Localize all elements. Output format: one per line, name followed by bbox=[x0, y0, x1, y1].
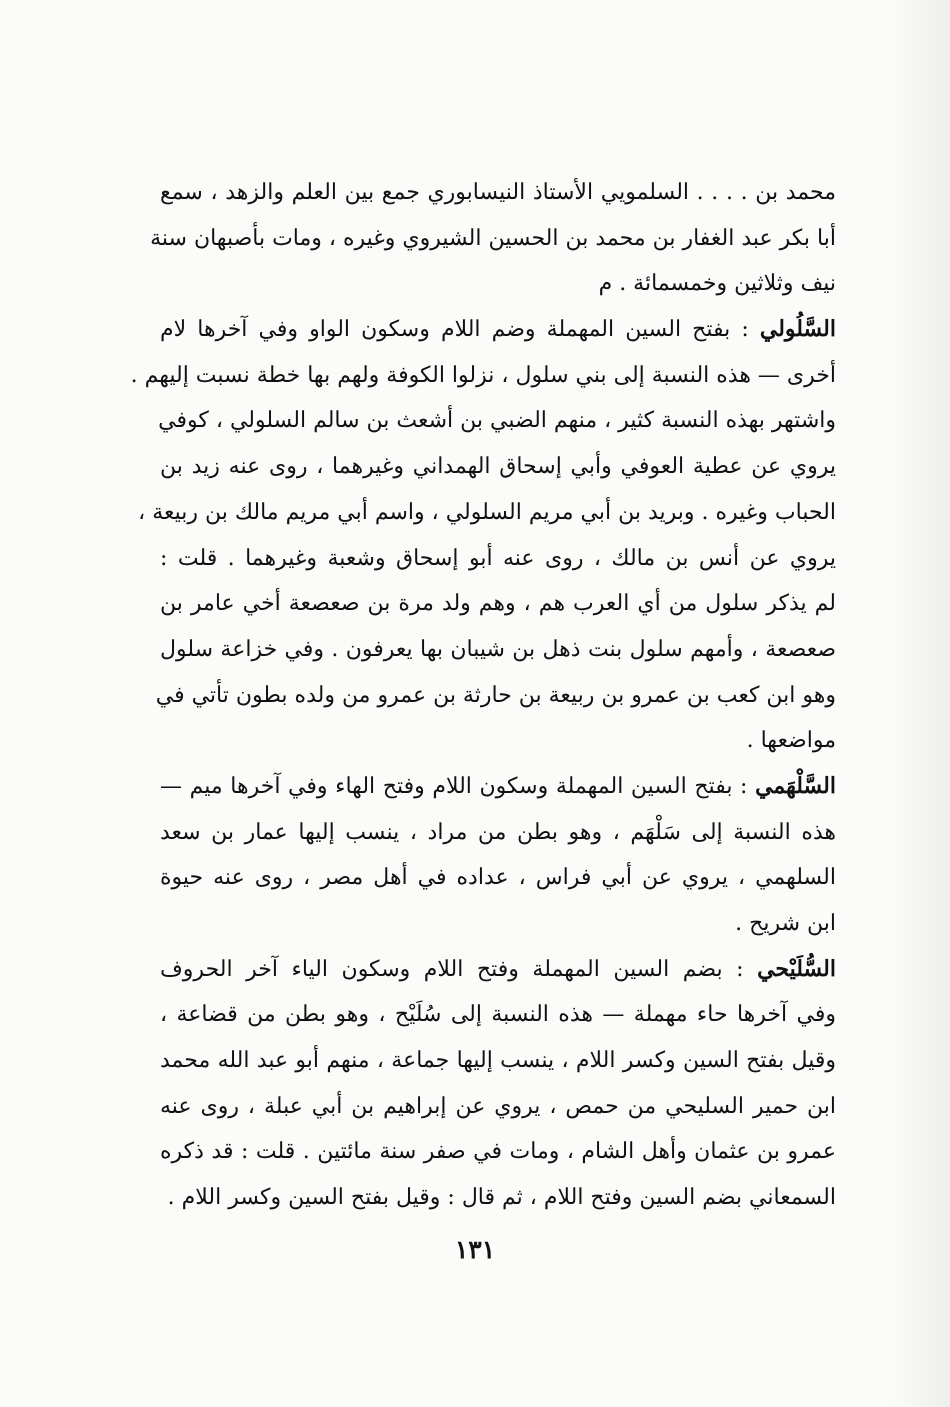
text-line bbox=[138, 490, 836, 536]
text-line bbox=[160, 992, 836, 1038]
text-line bbox=[160, 1175, 836, 1221]
line-text: : بفتح السين المهملة وضم اللام وسكون الواو وفي آخرها لام bbox=[160, 317, 760, 343]
line-text: وفي آخرها حاء مهملة — هذه النسبة إلى سُلَيْح ، وهو بطن من قضاعة ، bbox=[160, 1002, 836, 1028]
line-text: أخرى — هذه النسبة إلى بني سلول ، نزلوا الكوفة ولهم بها خطة نسبت إليهم . bbox=[130, 362, 836, 388]
line-text: : بضم السين المهملة وفتح اللام وسكون الياء آخر الحروف bbox=[160, 956, 758, 982]
text-line bbox=[160, 261, 836, 307]
text-line bbox=[160, 901, 836, 947]
text-line bbox=[160, 1084, 836, 1130]
entry-headword: السَّلْهَمي bbox=[755, 772, 836, 799]
line-text: لم يذكر سلول من أي العرب هم ، وهم ولد مرة بن صعصعة أخي عامر بن bbox=[160, 591, 836, 617]
line-text: السمعاني بضم السين وفتح اللام ، ثم قال : وقيل بفتح السين وكسر اللام . bbox=[167, 1185, 836, 1211]
text-line bbox=[160, 536, 836, 582]
text-line bbox=[160, 398, 836, 444]
page-number: ١٣١ bbox=[454, 1235, 496, 1264]
text-line bbox=[160, 718, 836, 764]
line-text: محمد بن . . . . السلمويي الأستاذ النيسابوري جمع بين العلم والزهد ، سمع bbox=[160, 180, 836, 205]
line-text: يروي عن أنس بن مالك ، روى عنه أبو إسحاق وشعبة وغيرهما . قلت : bbox=[160, 545, 836, 571]
text-line bbox=[160, 810, 836, 856]
text-line bbox=[160, 170, 836, 216]
line-text: نيف وثلاثين وخمسمائة . م bbox=[598, 271, 836, 297]
text-line bbox=[130, 353, 836, 399]
text-line bbox=[160, 307, 836, 353]
page-fold-shadow bbox=[890, 0, 950, 1407]
text-line bbox=[160, 1129, 836, 1175]
line-text: الحباب وغيره . وبريد بن أبي مريم السلولي ، واسم أبي مريم مالك بن ربيعة ، bbox=[138, 499, 836, 525]
text-line bbox=[160, 1038, 836, 1084]
line-text: أبا بكر عبد الغفار بن محمد بن الحسين الشيروي وغيره ، ومات بأصبهان سنة bbox=[150, 225, 836, 251]
text-line bbox=[160, 764, 836, 810]
line-text: صعصعة ، وأمهم سلول بنت ذهل بن شيبان بها يعرفون . وفي خزاعة سلول bbox=[160, 636, 836, 662]
line-text: مواضعها . bbox=[746, 728, 836, 754]
line-text: يروي عن عطية العوفي وأبي إسحاق الهمداني وغيرهما ، روى عنه زيد بن bbox=[160, 454, 836, 480]
line-text: واشتهر بهذه النسبة كثير ، منهم الضبي بن أشعث بن سالم السلولي ، كوفي bbox=[158, 408, 836, 434]
line-text: السلهمي ، يروي عن أبي فراس ، عداده في أهل مصر ، روى عنه حيوة bbox=[160, 865, 836, 891]
text-line bbox=[160, 627, 836, 673]
text-line bbox=[160, 947, 836, 993]
line-text: هذه النسبة إلى سَلْهَم ، وهو بطن من مراد ، ينسب إليها عمار بن سعد bbox=[160, 819, 836, 845]
line-text: : بفتح السين المهملة وسكون اللام وفتح الهاء وفي آخرها ميم — bbox=[160, 773, 756, 799]
text-line bbox=[160, 444, 836, 490]
line-text: عمرو بن عثمان وأهل الشام ، ومات في صفر سنة مائتين . قلت : قد ذكره bbox=[160, 1139, 836, 1165]
entry-headword: السَّلُولي bbox=[759, 316, 836, 343]
text-line bbox=[155, 673, 836, 719]
text-line bbox=[150, 216, 836, 262]
line-text: وهو ابن كعب بن عمرو بن ربيعة بن حارثة بن عمرو من ولده بطون تأتي في bbox=[155, 682, 836, 708]
line-text: وقيل بفتح السين وكسر اللام ، ينسب إليها جماعة ، منهم أبو عبد الله محمد bbox=[160, 1048, 836, 1074]
text-line bbox=[160, 581, 836, 627]
text-line bbox=[160, 855, 836, 901]
body-text bbox=[130, 170, 836, 1221]
entry-headword: السُّلَيْحي bbox=[757, 955, 836, 982]
line-text: ابن شريح . bbox=[735, 911, 836, 936]
line-text: ابن حمير السليحي من حمص ، يروي عن إبراهيم بن أبي عبلة ، روى عنه bbox=[160, 1093, 836, 1119]
